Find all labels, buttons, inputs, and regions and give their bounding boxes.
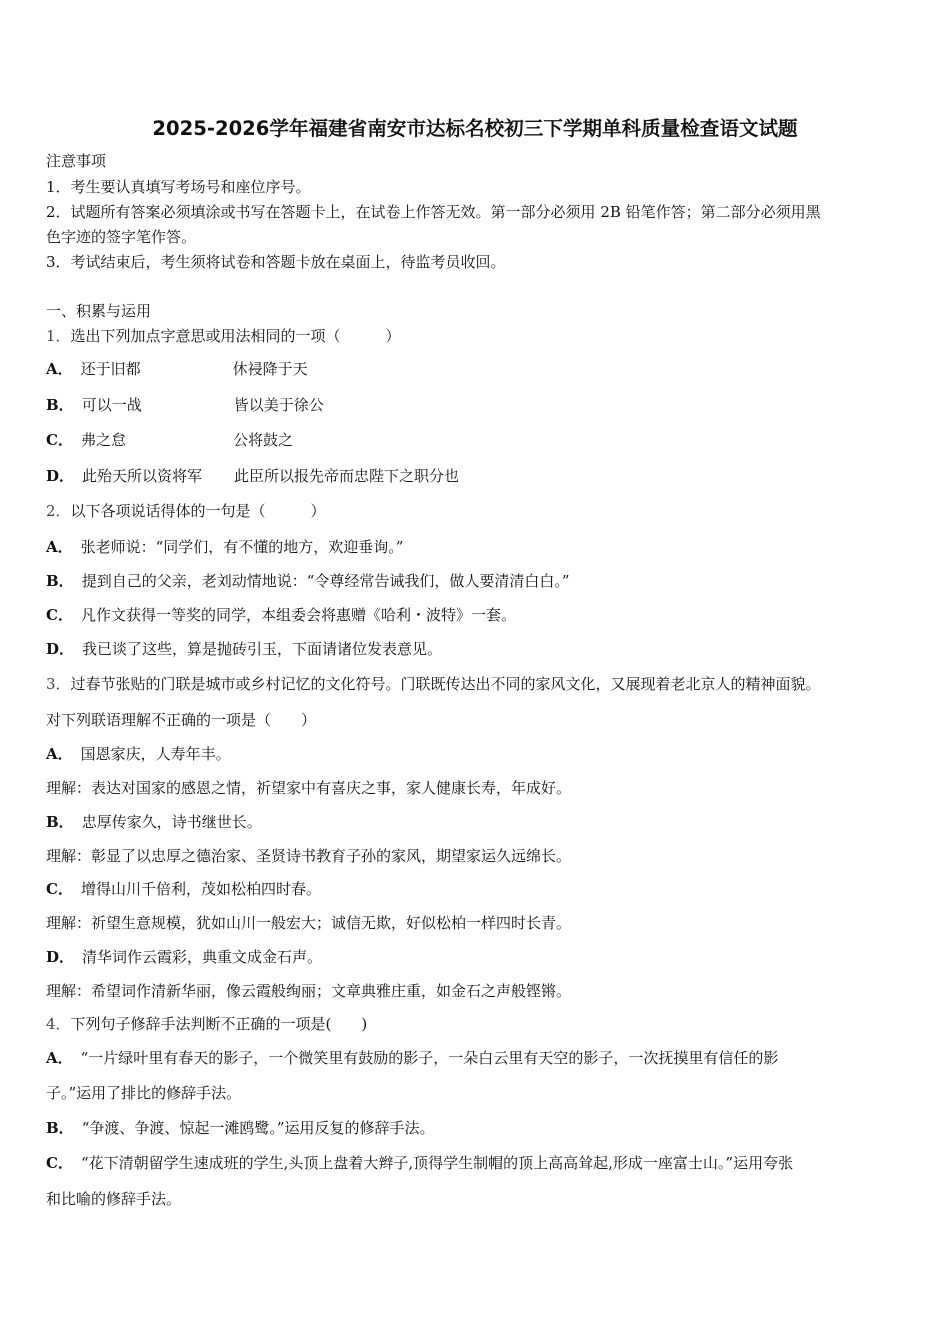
notice-heading: 注意事项	[46, 152, 107, 170]
option-text: 张老师说：“同学们，有不懂的地方，欢迎垂询。”	[80, 538, 404, 556]
option-right: 此臣所以报先帝而忠陛下之职分也	[234, 467, 460, 485]
question-stem: 过春节张贴的门联是城市或乡村记忆的文化符号。门联既传达出不同的家风文化，又展现着老北京人的精神面貌。	[70, 675, 821, 693]
question-2	[46, 501, 326, 521]
option-label: C．	[46, 1154, 73, 1172]
option-label: B．	[46, 1119, 74, 1137]
option-right: 公将鼓之	[232, 431, 293, 449]
option-label: D．	[46, 948, 75, 966]
option-label: C．	[46, 431, 73, 449]
option-label: C．	[46, 606, 73, 624]
option-right: 休祲降于天	[232, 360, 308, 378]
q4-option-a-cont: 子。”运用了排比的修辞手法。	[46, 1084, 242, 1102]
q2-option-a	[46, 537, 403, 557]
q2-option-d	[46, 639, 442, 659]
q2-option-b	[46, 571, 570, 591]
option-right: 皆以美于徐公	[233, 396, 324, 414]
q4-option-c	[46, 1153, 793, 1173]
section-heading: 一、积累与运用	[46, 302, 152, 320]
notice-item-1: 1．考生要认真填写考场号和座位序号。	[46, 178, 311, 196]
q1-option-a	[46, 359, 308, 379]
option-label: B．	[46, 813, 74, 831]
option-text: 清华词作云霞彩，典重文成金石声。	[82, 948, 323, 966]
q1-option-c	[46, 430, 293, 450]
q1-option-d	[46, 466, 459, 486]
option-label: D．	[46, 640, 75, 658]
page-title: 2025-2026学年福建省南安市达标名校初三下学期单科质量检查语文试题	[152, 117, 798, 140]
option-label: C．	[46, 880, 73, 898]
notice-item-2: 2．试题所有答案必须填涂或书写在答题卡上，在试卷上作答无效。第一部分必须用 2B 铅笔作答；第二部分必须用黑	[46, 203, 821, 221]
q4-option-b	[46, 1118, 435, 1138]
question-number: 1．	[46, 327, 71, 345]
q3-option-c	[46, 879, 321, 899]
question-number: 4．	[46, 1015, 71, 1033]
option-left: 弗之怠	[80, 431, 126, 449]
q3-option-b	[46, 812, 262, 832]
option-label: A．	[46, 1049, 73, 1067]
option-label: B．	[46, 572, 74, 590]
q3-option-d-explain: 理解：希望词作清新华丽，像云霞般绚丽；文章典雅庄重，如金石之声般铿锵。	[46, 982, 572, 1000]
question-number: 2．	[46, 502, 71, 520]
question-3-stem-2: 对下列联语理解不正确的一项是（ ）	[46, 711, 317, 729]
option-text: 国恩家庆，人寿年丰。	[80, 745, 231, 763]
q1-option-b	[46, 395, 324, 415]
notice-item-2-cont: 色字迹的签字笔作答。	[46, 228, 197, 246]
option-text: 凡作文获得一等奖的同学，本组委会将惠赠《哈利・波特》一套。	[80, 606, 516, 624]
q3-option-a-explain: 理解：表达对国家的感恩之情，祈望家中有喜庆之事，家人健康长寿，年成好。	[46, 779, 572, 797]
question-stem: 下列句子修辞手法判断不正确的一项是( )	[70, 1015, 368, 1033]
q2-option-c	[46, 605, 516, 625]
q3-option-a	[46, 744, 231, 764]
notice-item-3: 3．考试结束后，考生须将试卷和答题卡放在桌面上，待监考员收回。	[46, 253, 506, 271]
question-1	[46, 326, 401, 346]
option-text: “花下清朝留学生速成班的学生,头顶上盘着大辫子,顶得学生制帽的顶上高高耸起,形成一座富士山。”运用夸张	[80, 1154, 794, 1172]
option-left: 此殆天所以资将军	[82, 467, 203, 485]
option-text: “争渡、争渡、惊起一滩鸥鹭。”运用反复的修辞手法。	[81, 1119, 435, 1137]
option-label: A．	[46, 360, 73, 378]
question-stem: 选出下列加点字意思或用法相同的一项（ ）	[70, 327, 401, 345]
option-left: 还于旧都	[80, 360, 141, 378]
option-text: 我已谈了这些，算是抛砖引玉，下面请诸位发表意见。	[82, 640, 443, 658]
q3-option-b-explain: 理解：彰显了以忠厚之德治家、圣贤诗书教育子孙的家风，期望家运久远绵长。	[46, 847, 572, 865]
option-label: A．	[46, 538, 73, 556]
q3-option-d	[46, 947, 322, 967]
option-text: 增得山川千倍利，茂如松柏四时春。	[80, 880, 321, 898]
option-label: D．	[46, 467, 75, 485]
question-stem: 以下各项说话得体的一句是（ ）	[70, 502, 326, 520]
option-text: 提到自己的父亲，老刘动情地说：“令尊经常告诫我们，做人要清清白白。”	[81, 572, 570, 590]
question-number: 3．	[46, 675, 71, 693]
option-label: A．	[46, 745, 73, 763]
q4-option-a	[46, 1048, 778, 1068]
option-left: 可以一战	[81, 396, 142, 414]
q4-option-c-cont: 和比喻的修辞手法。	[46, 1190, 182, 1208]
option-text: “一片绿叶里有春天的影子，一个微笑里有鼓励的影子，一朵白云里有天空的影子，一次抚摸里有信任的影	[80, 1049, 779, 1067]
option-label: B．	[46, 396, 74, 414]
option-text: 忠厚传家久，诗书继世长。	[81, 813, 262, 831]
question-4	[46, 1014, 367, 1034]
question-3	[46, 674, 821, 694]
q3-option-c-explain: 理解：祈望生意规模，犹如山川一般宏大；诚信无欺，好似松柏一样四时长青。	[46, 914, 572, 932]
